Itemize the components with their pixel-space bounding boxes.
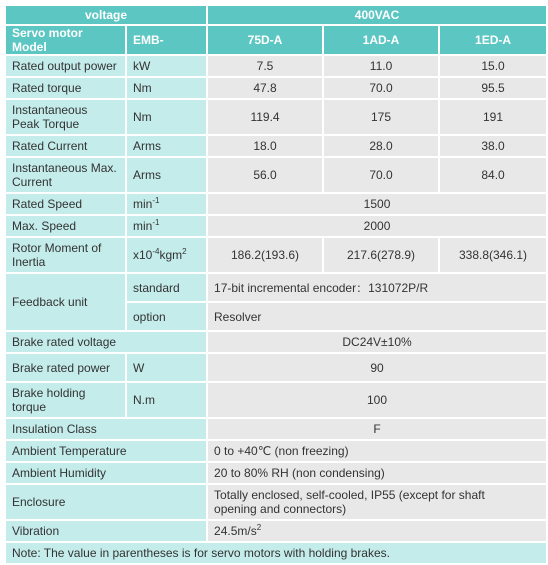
- model-75d: 75D-A: [208, 26, 322, 54]
- feedback-label: Feedback unit: [6, 274, 125, 330]
- brake-power-label: Brake rated power: [6, 354, 125, 381]
- vibration-value-exp: 2: [256, 523, 262, 532]
- speed-label: Rated Speed: [6, 194, 125, 214]
- brake-torque-label-line1: Brake holding: [12, 386, 86, 400]
- max-current-label: [6, 158, 125, 192]
- inertia-label-line2: Inertia: [12, 255, 46, 269]
- inertia-unit-a: x10: [133, 248, 153, 262]
- feedback-standard-label: standard: [127, 274, 206, 301]
- max-current-row: [6, 158, 546, 192]
- inertia-1ed: 338.8(346.1): [440, 238, 546, 272]
- output-power-label: Rated output power: [6, 56, 125, 76]
- insulation-row: [6, 419, 546, 439]
- model-1ad: 1AD-A: [324, 26, 438, 54]
- peak-torque-label-line1: Instantaneous: [12, 103, 88, 117]
- output-power-75d: 7.5: [208, 56, 322, 76]
- ambient-temp-value: 0 to +40℃ (non freezing): [208, 441, 546, 461]
- current-label: Rated Current: [6, 136, 125, 156]
- max-current-75d: 56.0: [208, 158, 322, 192]
- speed-unit-base: min: [133, 197, 153, 211]
- max-current-1ed: 84.0: [440, 158, 546, 192]
- inertia-75d: 186.2(193.6): [208, 238, 322, 272]
- brake-voltage-row: [6, 332, 546, 352]
- torque-75d: 47.8: [208, 78, 322, 98]
- vibration-label: Vibration: [6, 521, 206, 541]
- max-speed-unit-exp: -1: [152, 218, 160, 227]
- peak-torque-1ed: 191: [440, 100, 546, 134]
- output-power-unit: kW: [127, 56, 206, 76]
- ambient-temp-row: [6, 441, 546, 461]
- speed-unit: [127, 194, 206, 214]
- voltage-value: 400VAC: [208, 6, 546, 24]
- note-text: Note: The value in parentheses is for servo motors with holding brakes.: [6, 543, 546, 563]
- max-speed-row: [6, 216, 546, 236]
- brake-voltage-label: Brake rated voltage: [6, 332, 206, 352]
- peak-torque-unit: Nm: [127, 100, 206, 134]
- current-1ad: 28.0: [324, 136, 438, 156]
- current-75d: 18.0: [208, 136, 322, 156]
- brake-torque-label: [6, 383, 125, 417]
- feedback-standard-value: 17-bit incremental encoder：131072P/R: [208, 274, 546, 301]
- speed-unit-exp: -1: [152, 196, 160, 205]
- ambient-humidity-value: 20 to 80% RH (non condensing): [208, 463, 546, 483]
- feedback-option-value: Resolver: [208, 303, 546, 330]
- torque-1ad: 70.0: [324, 78, 438, 98]
- output-power-1ed: 15.0: [440, 56, 546, 76]
- brake-power-row: [6, 354, 546, 381]
- model-1ed: 1ED-A: [440, 26, 546, 54]
- max-current-1ad: 70.0: [324, 158, 438, 192]
- max-speed-unit-base: min: [133, 219, 153, 233]
- ambient-humidity-label: Ambient Humidity: [6, 463, 206, 483]
- inertia-1ad: 217.6(278.9): [324, 238, 438, 272]
- ambient-humidity-row: [6, 463, 546, 483]
- insulation-value: F: [208, 419, 546, 439]
- brake-torque-row: [6, 383, 546, 417]
- max-current-label-line2: Current: [12, 175, 53, 189]
- current-row: [6, 136, 546, 156]
- brake-power-unit: W: [127, 354, 206, 381]
- speed-value: 1500: [208, 194, 546, 214]
- inertia-label: [6, 238, 125, 272]
- max-speed-unit: [127, 216, 206, 236]
- voltage-row: [6, 6, 546, 24]
- brake-torque-value: 100: [208, 383, 546, 417]
- model-prefix: EMB-: [127, 26, 206, 54]
- speed-row: [6, 194, 546, 214]
- current-1ed: 38.0: [440, 136, 546, 156]
- peak-torque-label: [6, 100, 125, 134]
- torque-label: Rated torque: [6, 78, 125, 98]
- inertia-row: [6, 238, 546, 272]
- peak-torque-row: [6, 100, 546, 134]
- output-power-1ad: 11.0: [324, 56, 438, 76]
- current-unit: Arms: [127, 136, 206, 156]
- brake-power-value: 90: [208, 354, 546, 381]
- max-speed-value: 2000: [208, 216, 546, 236]
- enclosure-value: [208, 485, 546, 519]
- enclosure-label: Enclosure: [6, 485, 206, 519]
- feedback-option-label: option: [127, 303, 206, 330]
- servo-spec-table: [4, 4, 548, 565]
- note-row: [6, 543, 546, 563]
- inertia-unit-exp2: 2: [182, 247, 187, 256]
- insulation-label: Insulation Class: [6, 419, 206, 439]
- peak-torque-1ad: 175: [324, 100, 438, 134]
- enclosure-value-line1: Totally enclosed, self-cooled, IP55 (except for shaft: [214, 488, 485, 502]
- peak-torque-75d: 119.4: [208, 100, 322, 134]
- voltage-label: voltage: [6, 6, 206, 24]
- model-label: Servo motor Model: [6, 26, 125, 54]
- brake-voltage-value: DC24V±10%: [208, 332, 546, 352]
- enclosure-row: [6, 485, 546, 519]
- peak-torque-label-line2: Peak Torque: [12, 117, 80, 131]
- enclosure-value-line2: opening and connectors): [214, 502, 347, 516]
- feedback-standard-row: [6, 274, 546, 301]
- vibration-value: [208, 521, 546, 541]
- max-current-unit: Arms: [127, 158, 206, 192]
- vibration-row: [6, 521, 546, 541]
- inertia-unit-b: kgm: [159, 248, 183, 262]
- inertia-unit-exp1: -4: [152, 247, 160, 256]
- vibration-value-base: 24.5m/s: [214, 524, 257, 538]
- torque-row: [6, 78, 546, 98]
- model-row: [6, 26, 546, 54]
- brake-torque-label-line2: torque: [12, 400, 47, 414]
- ambient-temp-label: Ambient Temperature: [6, 441, 206, 461]
- torque-unit: Nm: [127, 78, 206, 98]
- brake-torque-unit: N.m: [127, 383, 206, 417]
- output-power-row: [6, 56, 546, 76]
- torque-1ed: 95.5: [440, 78, 546, 98]
- max-speed-label: Max. Speed: [6, 216, 125, 236]
- inertia-unit: [127, 238, 206, 272]
- inertia-label-line1: Rotor Moment of: [12, 241, 102, 255]
- max-current-label-line1: Instantaneous Max.: [12, 161, 117, 175]
